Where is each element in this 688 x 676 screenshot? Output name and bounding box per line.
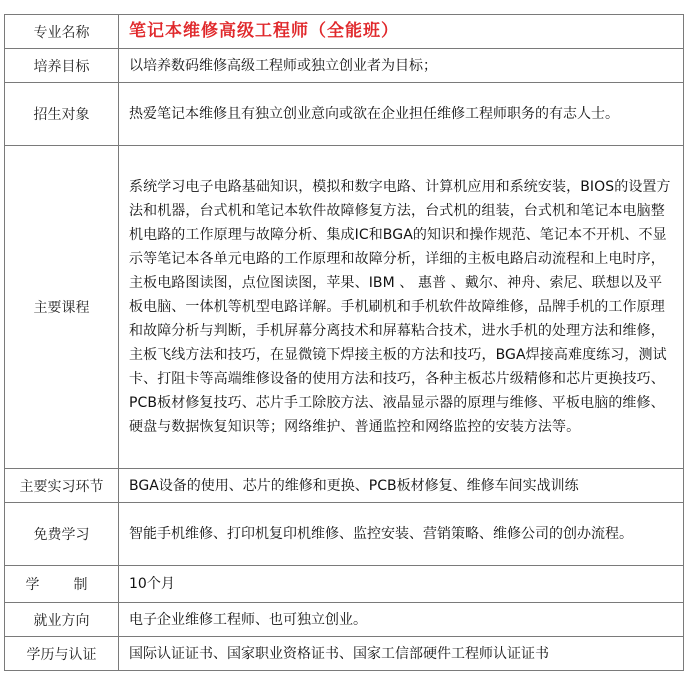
table-row bbox=[5, 146, 684, 469]
table-row bbox=[5, 503, 684, 566]
table-row bbox=[5, 469, 684, 503]
label-career: 就业方向 bbox=[5, 603, 119, 637]
label-free-study: 免费学习 bbox=[5, 503, 119, 566]
value-major-name bbox=[119, 15, 684, 49]
course-info-table bbox=[4, 14, 684, 671]
major-title: 笔记本维修高级工程师（全能班） bbox=[129, 21, 399, 41]
value-internship: BGA设备的使用、芯片的维修和更换、PCB板材修复、维修车间实战训练 bbox=[119, 469, 684, 503]
value-free-study: 智能手机维修、打印机复印机维修、监控安装、营销策略、维修公司的创办流程。 bbox=[119, 503, 684, 566]
table-row bbox=[5, 603, 684, 637]
label-certification: 学历与认证 bbox=[5, 637, 119, 671]
value-training-goal: 以培养数码维修高级工程师或独立创业者为目标； bbox=[119, 49, 684, 83]
label-major-name: 专业名称 bbox=[5, 15, 119, 49]
table-row bbox=[5, 83, 684, 146]
value-main-courses: 系统学习电子电路基础知识，模拟和数字电路、计算机应用和系统安装，BIOS的设置方法和机器，台式机和笔记本软件故障修复方法，台式机的组装，台式机和笔记本电脑整机电路的工作原理与故障分析、集成IC和BGA的知识和操作规范、笔记本不开机、不显示等笔记本各单元电路的工作原理和故障分析，详细的主板电路启动流程和上电时序，主板电路图读图，点位图读图，苹果、IBM 、 惠普 、戴尔、神舟、索尼、联想以及平板电脑、一体机等机型电路详解。手机刷机和手机软件故障维修，品牌手机的工作原理和故障分析与判断，手机屏幕分离技术和屏幕粘合技术，进水手机的处理方法和维修，主板飞线方法和技巧，在显微镜下焊接主板的方法和技巧，BGA焊接高难度练习，测试卡、打阻卡等高端维修设备的使用方法和技巧，各种主板芯片级精修和芯片更换技巧、PCB板材修复技巧、芯片手工除胶方法、液晶显示器的原理与维修、平板电脑的维修、硬盘与数据恢复知识等；网络维护、普通监控和网络监控的安装方法等。 bbox=[119, 146, 684, 469]
value-career: 电子企业维修工程师、也可独立创业。 bbox=[119, 603, 684, 637]
label-main-courses: 主要课程 bbox=[5, 146, 119, 469]
label-target-students: 招生对象 bbox=[5, 83, 119, 146]
table-row bbox=[5, 637, 684, 671]
value-duration: 10个月 bbox=[119, 566, 684, 603]
table-row bbox=[5, 49, 684, 83]
table-row bbox=[5, 15, 684, 49]
label-training-goal: 培养目标 bbox=[5, 49, 119, 83]
value-target-students: 热爱笔记本维修且有独立创业意向或欲在企业担任维修工程师职务的有志人士。 bbox=[119, 83, 684, 146]
value-certification: 国际认证证书、国家职业资格证书、国家工信部硬件工程师认证证书 bbox=[119, 637, 684, 671]
table-row bbox=[5, 566, 684, 603]
label-duration: 学 制 bbox=[5, 566, 119, 603]
label-internship: 主要实习环节 bbox=[5, 469, 119, 503]
